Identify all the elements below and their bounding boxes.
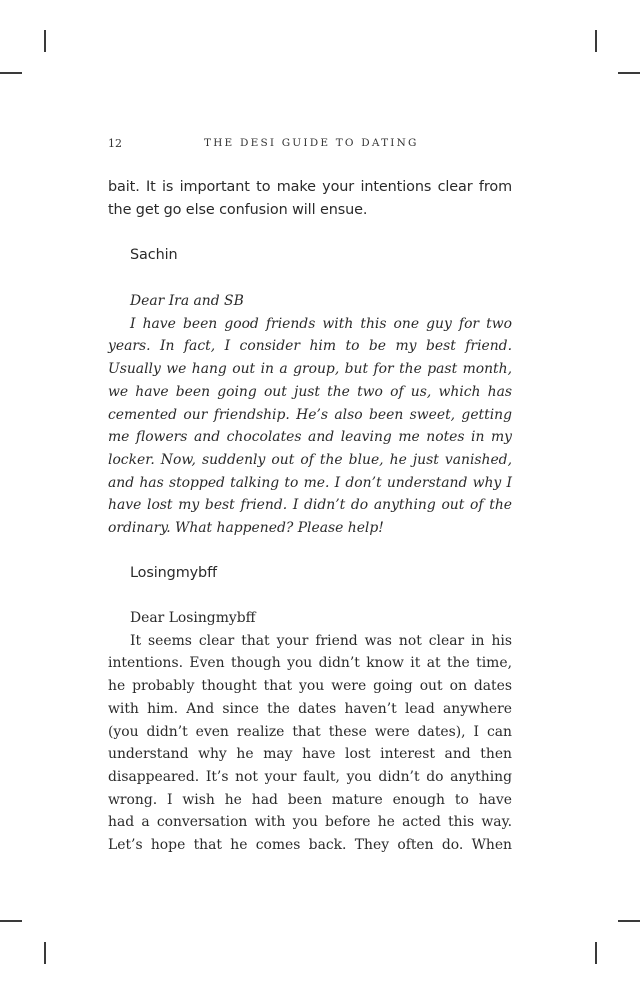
letter-line: locker. Now, suddenly out of the blue, he just vanished,	[108, 451, 512, 468]
reply-line: disappeared. It’s not your fault, you didn’t do anything	[108, 768, 512, 785]
letter-line: we have been going out just the two of us, which has	[108, 383, 512, 400]
letter-line: have lost my best friend. I didn’t do anything out of the	[108, 497, 512, 514]
letter-line: cemented our friendship. He’s also been sweet, getting	[108, 406, 512, 423]
intro-line: bait. It is important to make your intentions clear from	[108, 179, 512, 195]
running-head: THE DESI GUIDE TO DATING	[204, 137, 419, 149]
crop-mark-top-left-horizontal	[0, 72, 22, 74]
crop-mark-bottom-left-vertical	[44, 942, 46, 964]
reply-line: with him. And since the dates haven’t lead anywhere	[108, 700, 512, 717]
letter-line: ordinary. What happened? Please help!	[108, 520, 384, 537]
reply-line: intentions. Even though you didn’t know it at the time,	[108, 655, 512, 672]
crop-mark-bottom-left-horizontal	[0, 920, 22, 922]
crop-mark-bottom-right-vertical	[595, 942, 597, 964]
signature-sachin: Sachin	[130, 247, 178, 263]
crop-mark-bottom-right-horizontal	[618, 920, 640, 922]
crop-mark-top-left-vertical	[44, 30, 46, 52]
reply-line: had a conversation with you before he acted this way.	[108, 814, 512, 831]
letter-line: me flowers and chocolates and leaving me notes in my	[108, 429, 512, 446]
letter-line: and has stopped talking to me. I don’t understand why I	[108, 474, 512, 491]
intro-line: the get go else confusion will ensue.	[108, 201, 368, 218]
reply-line: he probably thought that you were going out on dates	[108, 678, 512, 695]
reply-salutation: Dear Losingmybff	[130, 610, 256, 626]
reply	[108, 607, 512, 857]
signature-losingmybff: Losingmybff	[130, 565, 218, 581]
intro-paragraph	[108, 176, 512, 221]
reply-line: It seems clear that your friend was not clear in his	[130, 632, 512, 649]
reply-line: understand why he may have lost interest and then	[108, 746, 512, 763]
page-number: 12	[108, 137, 122, 150]
letter-line: years. In fact, I consider him to be my best friend.	[108, 338, 512, 355]
reply-line: Let’s hope that he comes back. They often do. When	[108, 837, 512, 854]
reply-line: wrong. I wish he had been mature enough to have	[108, 791, 512, 808]
reply-line: (you didn’t even realize that these were dates), I can	[108, 723, 512, 740]
crop-mark-top-right-horizontal	[618, 72, 640, 74]
crop-mark-top-right-vertical	[595, 30, 597, 52]
page-header	[108, 137, 512, 153]
letter-line: I have been good friends with this one guy for two	[130, 315, 512, 332]
letter	[108, 290, 512, 540]
letter-salutation: Dear Ira and SB	[130, 293, 244, 309]
letter-line: Usually we hang out in a group, but for the past month,	[108, 361, 512, 378]
